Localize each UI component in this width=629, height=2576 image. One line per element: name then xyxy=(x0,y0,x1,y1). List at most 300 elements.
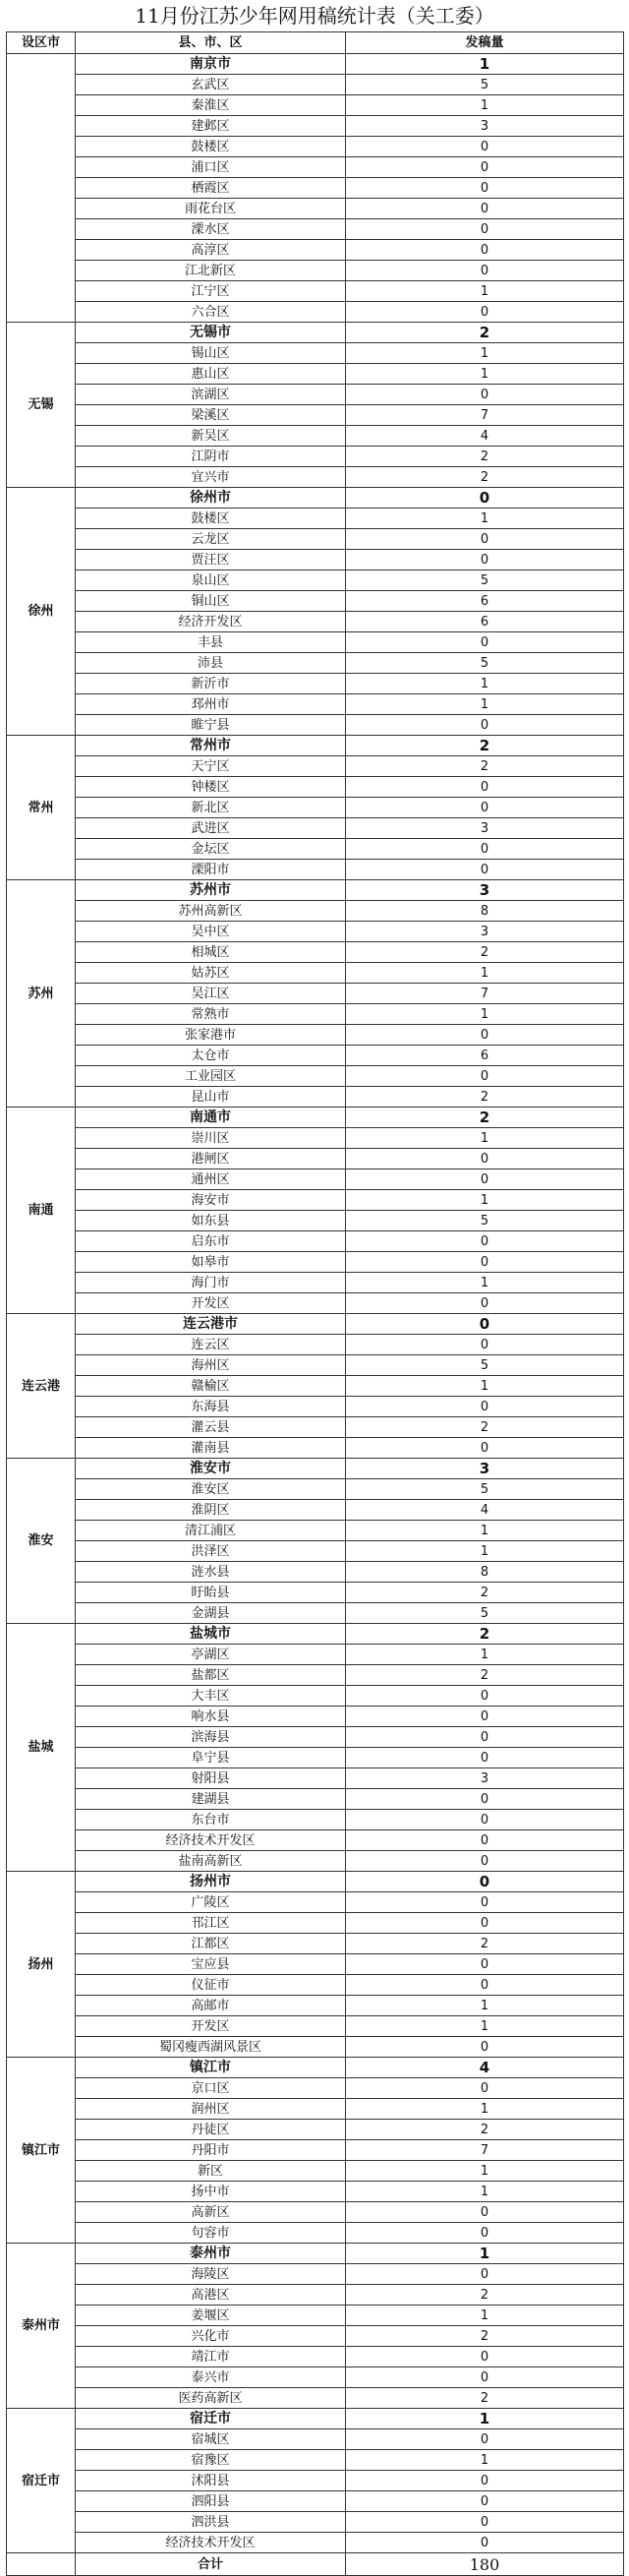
district-cell: 连云港市 xyxy=(76,1314,346,1335)
count-cell: 0 xyxy=(346,715,624,736)
count-cell: 8 xyxy=(346,901,624,922)
table-row xyxy=(7,281,624,302)
table-row xyxy=(7,2533,624,2553)
district-cell: 射阳县 xyxy=(76,1768,346,1789)
table-row xyxy=(7,1066,624,1087)
table-row xyxy=(7,1087,624,1108)
district-cell: 宿城区 xyxy=(76,2429,346,2450)
district-cell: 滨海县 xyxy=(76,1727,346,1748)
count-cell: 2 xyxy=(346,736,624,756)
table-row xyxy=(7,1851,624,1872)
table-row xyxy=(7,1252,624,1273)
count-cell: 1 xyxy=(346,1541,624,1562)
district-cell: 连云区 xyxy=(76,1335,346,1355)
count-cell: 0 xyxy=(346,1892,624,1913)
district-cell: 京口区 xyxy=(76,2078,346,2099)
count-cell: 1 xyxy=(346,1645,624,1665)
table-row xyxy=(7,1438,624,1459)
table-row xyxy=(7,75,624,95)
table-row xyxy=(7,2512,624,2533)
city-cell xyxy=(7,54,76,323)
count-cell: 1 xyxy=(346,2306,624,2326)
count-cell: 0 xyxy=(346,1314,624,1335)
count-cell: 1 xyxy=(346,1128,624,1149)
city-subtotal-row xyxy=(7,736,624,756)
count-cell: 3 xyxy=(346,1768,624,1789)
count-cell: 1 xyxy=(346,54,624,75)
count-cell: 1 xyxy=(346,2099,624,2120)
district-cell: 通州区 xyxy=(76,1169,346,1190)
count-cell: 0 xyxy=(346,302,624,323)
district-cell: 医药高新区 xyxy=(76,2388,346,2409)
table-row xyxy=(7,674,624,694)
table-row xyxy=(7,612,624,632)
count-cell: 6 xyxy=(346,591,624,612)
total-row xyxy=(7,2553,624,2576)
table-row xyxy=(7,240,624,261)
count-cell: 2 xyxy=(346,1108,624,1128)
table-row xyxy=(7,632,624,653)
district-cell: 沭阳县 xyxy=(76,2471,346,2491)
district-cell: 东海县 xyxy=(76,1397,346,1417)
district-cell: 经济技术开发区 xyxy=(76,1830,346,1851)
district-cell: 张家港市 xyxy=(76,1025,346,1046)
count-cell: 1 xyxy=(346,2244,624,2264)
table-row xyxy=(7,2140,624,2161)
count-cell: 4 xyxy=(346,1500,624,1521)
district-cell: 如皋市 xyxy=(76,1252,346,1273)
city-cell: 徐州 xyxy=(7,488,76,736)
district-cell: 工业园区 xyxy=(76,1066,346,1087)
count-cell: 2 xyxy=(346,2285,624,2306)
district-cell: 溧阳市 xyxy=(76,860,346,880)
city-cell: 镇江市 xyxy=(7,2058,76,2244)
district-cell: 昆山市 xyxy=(76,1087,346,1108)
district-cell: 淮安市 xyxy=(76,1459,346,1479)
count-cell: 0 xyxy=(346,385,624,405)
count-cell: 2 xyxy=(346,447,624,467)
table-row xyxy=(7,529,624,550)
table-row xyxy=(7,1004,624,1025)
table-row xyxy=(7,1273,624,1293)
district-cell: 崇川区 xyxy=(76,1128,346,1149)
district-cell: 泗洪县 xyxy=(76,2512,346,2533)
district-cell: 丰县 xyxy=(76,632,346,653)
statistics-table xyxy=(6,31,624,2576)
count-cell: 1 xyxy=(346,674,624,694)
district-cell: 新北区 xyxy=(76,798,346,818)
district-cell: 高淳区 xyxy=(76,240,346,261)
table-row xyxy=(7,302,624,323)
table-row xyxy=(7,942,624,963)
count-cell: 0 xyxy=(346,1913,624,1934)
table-row xyxy=(7,1231,624,1252)
table-row xyxy=(7,2285,624,2306)
district-cell: 溧水区 xyxy=(76,219,346,240)
table-row xyxy=(7,1417,624,1438)
city-subtotal-row xyxy=(7,1459,624,1479)
count-cell: 0 xyxy=(346,1293,624,1314)
table-row xyxy=(7,1355,624,1376)
district-cell: 邳州市 xyxy=(76,694,346,715)
count-cell: 6 xyxy=(346,1046,624,1066)
count-cell: 0 xyxy=(346,219,624,240)
district-cell: 开发区 xyxy=(76,2016,346,2037)
city-subtotal-row xyxy=(7,1314,624,1335)
district-cell: 武进区 xyxy=(76,818,346,839)
table-row xyxy=(7,2450,624,2471)
table-row xyxy=(7,1541,624,1562)
district-cell: 金坛区 xyxy=(76,839,346,860)
district-cell: 灌南县 xyxy=(76,1438,346,1459)
count-cell: 0 xyxy=(346,1066,624,1087)
district-cell: 徐州市 xyxy=(76,488,346,509)
count-cell: 2 xyxy=(346,2326,624,2347)
count-cell: 0 xyxy=(346,1872,624,1892)
count-cell: 1 xyxy=(346,694,624,715)
district-cell: 宝应县 xyxy=(76,1954,346,1975)
city-subtotal-row xyxy=(7,1872,624,1892)
count-cell: 7 xyxy=(346,405,624,426)
table-row xyxy=(7,95,624,116)
count-cell: 0 xyxy=(346,1335,624,1355)
district-cell: 赣榆区 xyxy=(76,1376,346,1397)
count-cell: 5 xyxy=(346,1355,624,1376)
table-row xyxy=(7,860,624,880)
district-cell: 锡山区 xyxy=(76,343,346,364)
count-cell: 0 xyxy=(346,777,624,798)
table-row xyxy=(7,157,624,178)
count-cell: 2 xyxy=(346,1583,624,1603)
table-row xyxy=(7,1975,624,1996)
district-cell: 东台市 xyxy=(76,1810,346,1830)
district-cell: 泉山区 xyxy=(76,570,346,591)
count-cell: 1 xyxy=(346,509,624,529)
count-cell: 0 xyxy=(346,137,624,157)
table-row xyxy=(7,1128,624,1149)
count-cell: 4 xyxy=(346,2058,624,2078)
table-row xyxy=(7,2471,624,2491)
district-cell: 梁溪区 xyxy=(76,405,346,426)
count-cell: 2 xyxy=(346,756,624,777)
table-row xyxy=(7,219,624,240)
district-cell: 江北新区 xyxy=(76,261,346,281)
total-value: 180 xyxy=(346,2553,624,2576)
city-cell: 泰州市 xyxy=(7,2244,76,2409)
district-cell: 新吴区 xyxy=(76,426,346,447)
district-cell: 海门市 xyxy=(76,1273,346,1293)
district-cell: 清江浦区 xyxy=(76,1521,346,1541)
city-cell: 淮安 xyxy=(7,1459,76,1624)
table-row xyxy=(7,199,624,219)
count-cell: 0 xyxy=(346,2223,624,2244)
district-cell: 润州区 xyxy=(76,2099,346,2120)
table-row xyxy=(7,1789,624,1810)
count-cell: 0 xyxy=(346,1252,624,1273)
count-cell: 5 xyxy=(346,653,624,674)
count-cell: 0 xyxy=(346,550,624,570)
table-row xyxy=(7,694,624,715)
table-row xyxy=(7,1810,624,1830)
table-row xyxy=(7,2182,624,2202)
table-row xyxy=(7,2078,624,2099)
table-row xyxy=(7,1996,624,2016)
district-cell: 浦口区 xyxy=(76,157,346,178)
count-cell: 0 xyxy=(346,1851,624,1872)
district-cell: 常州市 xyxy=(76,736,346,756)
table-row xyxy=(7,1335,624,1355)
count-cell: 0 xyxy=(346,1397,624,1417)
district-cell: 姑苏区 xyxy=(76,963,346,984)
district-cell: 广陵区 xyxy=(76,1892,346,1913)
count-cell: 2 xyxy=(346,1087,624,1108)
district-cell: 泰兴市 xyxy=(76,2367,346,2388)
table-row xyxy=(7,1376,624,1397)
table-row xyxy=(7,570,624,591)
count-cell: 0 xyxy=(346,1149,624,1169)
count-cell: 1 xyxy=(346,95,624,116)
table-row xyxy=(7,1686,624,1707)
table-row xyxy=(7,1934,624,1954)
table-row xyxy=(7,385,624,405)
count-cell: 0 xyxy=(346,2429,624,2450)
city-subtotal-row xyxy=(7,323,624,343)
city-subtotal-row xyxy=(7,1624,624,1645)
count-cell: 0 xyxy=(346,1231,624,1252)
count-cell: 3 xyxy=(346,116,624,137)
count-cell: 0 xyxy=(346,1789,624,1810)
table-row xyxy=(7,1025,624,1046)
count-cell: 0 xyxy=(346,1954,624,1975)
table-row xyxy=(7,2016,624,2037)
count-cell: 0 xyxy=(346,2512,624,2533)
table-row xyxy=(7,591,624,612)
count-cell: 0 xyxy=(346,632,624,653)
table-row xyxy=(7,1583,624,1603)
district-cell: 涟水县 xyxy=(76,1562,346,1583)
count-cell: 3 xyxy=(346,818,624,839)
district-cell: 港闸区 xyxy=(76,1149,346,1169)
count-cell: 1 xyxy=(346,963,624,984)
district-cell: 相城区 xyxy=(76,942,346,963)
district-cell: 高港区 xyxy=(76,2285,346,2306)
district-cell: 鼓楼区 xyxy=(76,137,346,157)
table-row xyxy=(7,777,624,798)
count-cell: 1 xyxy=(346,2016,624,2037)
count-cell: 6 xyxy=(346,612,624,632)
count-cell: 0 xyxy=(346,157,624,178)
district-cell: 江阴市 xyxy=(76,447,346,467)
table-row xyxy=(7,178,624,199)
table-row xyxy=(7,426,624,447)
count-cell: 2 xyxy=(346,467,624,488)
district-cell: 鼓楼区 xyxy=(76,509,346,529)
table-row xyxy=(7,2491,624,2512)
count-cell: 0 xyxy=(346,261,624,281)
table-row xyxy=(7,1149,624,1169)
table-row xyxy=(7,1397,624,1417)
city-subtotal-row xyxy=(7,2409,624,2429)
count-cell: 0 xyxy=(346,2367,624,2388)
district-cell: 宜兴市 xyxy=(76,467,346,488)
count-cell: 1 xyxy=(346,364,624,385)
page-title: 11月份江苏少年网用稿统计表（关工委） xyxy=(135,4,494,28)
city-cell: 连云港 xyxy=(7,1314,76,1459)
district-cell: 宿豫区 xyxy=(76,2450,346,2471)
count-cell: 0 xyxy=(346,199,624,219)
count-cell: 1 xyxy=(346,2161,624,2182)
count-cell: 1 xyxy=(346,1996,624,2016)
district-cell: 吴江区 xyxy=(76,984,346,1004)
district-cell: 金湖县 xyxy=(76,1603,346,1624)
table-row xyxy=(7,1892,624,1913)
district-cell: 玄武区 xyxy=(76,75,346,95)
city-subtotal-row xyxy=(7,2058,624,2078)
district-cell: 高新区 xyxy=(76,2202,346,2223)
table-row xyxy=(7,467,624,488)
table-body xyxy=(7,54,624,2576)
table-row xyxy=(7,653,624,674)
count-cell: 2 xyxy=(346,1624,624,1645)
count-cell: 0 xyxy=(346,1438,624,1459)
table-row xyxy=(7,2306,624,2326)
district-cell: 灌云县 xyxy=(76,1417,346,1438)
table-row xyxy=(7,2202,624,2223)
district-cell: 经济技术开发区 xyxy=(76,2533,346,2553)
table-row xyxy=(7,261,624,281)
count-cell: 3 xyxy=(346,922,624,942)
district-cell: 盐南高新区 xyxy=(76,1851,346,1872)
table-row xyxy=(7,1562,624,1583)
district-cell: 江都区 xyxy=(76,1934,346,1954)
table-row xyxy=(7,405,624,426)
table-row xyxy=(7,1830,624,1851)
table-row xyxy=(7,1707,624,1727)
city-cell: 常州 xyxy=(7,736,76,880)
table-row xyxy=(7,1748,624,1768)
table-row xyxy=(7,1500,624,1521)
city-subtotal-row xyxy=(7,1108,624,1128)
total-empty-cell xyxy=(7,2553,76,2576)
header-district: 县、市、区 xyxy=(76,32,346,54)
district-cell: 宿迁市 xyxy=(76,2409,346,2429)
district-cell: 镇江市 xyxy=(76,2058,346,2078)
count-cell: 2 xyxy=(346,1665,624,1686)
count-cell: 0 xyxy=(346,1686,624,1707)
table-row xyxy=(7,364,624,385)
district-cell: 如东县 xyxy=(76,1211,346,1231)
city-subtotal-row xyxy=(7,488,624,509)
district-cell: 栖霞区 xyxy=(76,178,346,199)
total-label: 合计 xyxy=(76,2553,346,2576)
district-cell: 惠山区 xyxy=(76,364,346,385)
count-cell: 0 xyxy=(346,178,624,199)
district-cell: 无锡市 xyxy=(76,323,346,343)
district-cell: 铜山区 xyxy=(76,591,346,612)
count-cell: 1 xyxy=(346,343,624,364)
table-row xyxy=(7,1046,624,1066)
table-row xyxy=(7,2099,624,2120)
count-cell: 0 xyxy=(346,1810,624,1830)
district-cell: 泰州市 xyxy=(76,2244,346,2264)
district-cell: 阜宁县 xyxy=(76,1748,346,1768)
district-cell: 秦淮区 xyxy=(76,95,346,116)
table-row xyxy=(7,2223,624,2244)
header-row xyxy=(7,32,624,54)
district-cell: 丹徒区 xyxy=(76,2120,346,2140)
count-cell: 0 xyxy=(346,240,624,261)
table-row xyxy=(7,756,624,777)
count-cell: 2 xyxy=(346,323,624,343)
table-row xyxy=(7,2120,624,2140)
count-cell: 0 xyxy=(346,1830,624,1851)
table-row xyxy=(7,901,624,922)
table-row xyxy=(7,1190,624,1211)
count-cell: 8 xyxy=(346,1562,624,1583)
district-cell: 经济开发区 xyxy=(76,612,346,632)
city-subtotal-row xyxy=(7,54,624,75)
header-count: 发稿量 xyxy=(346,32,624,54)
count-cell: 3 xyxy=(346,1459,624,1479)
district-cell: 仪征市 xyxy=(76,1975,346,1996)
count-cell: 7 xyxy=(346,2140,624,2161)
district-cell: 开发区 xyxy=(76,1293,346,1314)
count-cell: 0 xyxy=(346,2347,624,2367)
district-cell: 建邺区 xyxy=(76,116,346,137)
table-row xyxy=(7,2037,624,2058)
table-row xyxy=(7,963,624,984)
count-cell: 0 xyxy=(346,2264,624,2285)
count-cell: 4 xyxy=(346,426,624,447)
city-cell: 无锡 xyxy=(7,323,76,488)
count-cell: 0 xyxy=(346,1169,624,1190)
city-cell: 南通 xyxy=(7,1108,76,1314)
table-row xyxy=(7,1665,624,1686)
district-cell: 高邮市 xyxy=(76,1996,346,2016)
district-cell: 邗江区 xyxy=(76,1913,346,1934)
count-cell: 0 xyxy=(346,798,624,818)
table-row xyxy=(7,1913,624,1934)
count-cell: 1 xyxy=(346,1273,624,1293)
table-row xyxy=(7,1521,624,1541)
table-row xyxy=(7,798,624,818)
city-subtotal-row xyxy=(7,2244,624,2264)
district-cell: 建湖县 xyxy=(76,1789,346,1810)
table-row xyxy=(7,2264,624,2285)
table-row xyxy=(7,2347,624,2367)
city-cell: 扬州 xyxy=(7,1872,76,2058)
district-cell: 雨花台区 xyxy=(76,199,346,219)
district-cell: 钟楼区 xyxy=(76,777,346,798)
count-cell: 2 xyxy=(346,1934,624,1954)
city-cell: 苏州 xyxy=(7,880,76,1108)
district-cell: 大丰区 xyxy=(76,1686,346,1707)
count-cell: 1 xyxy=(346,1521,624,1541)
district-cell: 吴中区 xyxy=(76,922,346,942)
table-row xyxy=(7,509,624,529)
count-cell: 1 xyxy=(346,1190,624,1211)
header-city: 设区市 xyxy=(7,32,76,54)
district-cell: 滨湖区 xyxy=(76,385,346,405)
table-row xyxy=(7,447,624,467)
count-cell: 0 xyxy=(346,2202,624,2223)
district-cell: 云龙区 xyxy=(76,529,346,550)
count-cell: 0 xyxy=(346,2078,624,2099)
table-row xyxy=(7,2429,624,2450)
city-cell: 宿迁市 xyxy=(7,2409,76,2553)
count-cell: 0 xyxy=(346,1707,624,1727)
table-row xyxy=(7,1954,624,1975)
